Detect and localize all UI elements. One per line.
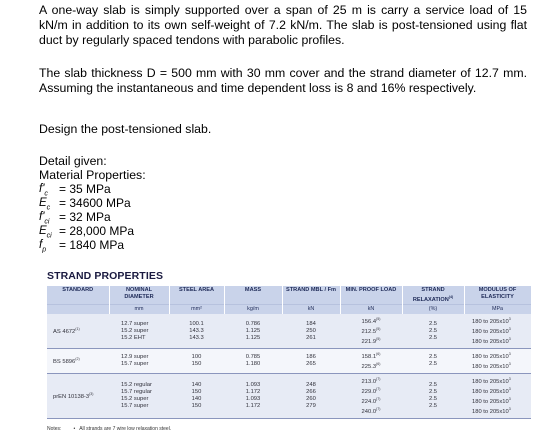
material-properties-heading: Material Properties: (39, 168, 146, 182)
mass-cell: 0.786 1.125 1.125 (224, 314, 282, 348)
unit-cell: MPa (464, 304, 531, 314)
table-units-row (47, 304, 531, 314)
unit-cell: (%) (402, 304, 464, 314)
prop-symbol: $f'_c$ (39, 183, 48, 198)
header-modulus: MODULUS OF ELASTICITY (464, 286, 531, 304)
modulus-cell: 180 to $205x10^3$ 180 to $205x10^3$ 180 to $205x10^3$ (464, 314, 531, 348)
standard-cell: AS 4672$^{(1)}$ (47, 314, 109, 348)
prop-value: = 35 MPa (59, 182, 111, 196)
header-steel-area: STEEL AREA (169, 286, 224, 304)
table-notes (47, 426, 171, 432)
table-row-pren10138 (47, 373, 531, 418)
diameter-cell: 12.9 super 15.7 super (109, 349, 169, 374)
header-strand-mbl: STRAND MBL / Fm (282, 286, 340, 304)
prop-value: = 1840 MPa (59, 238, 125, 252)
unit-cell: kN (282, 304, 340, 314)
header-standard: STANDARD (47, 286, 109, 304)
prop-value: = 32 MPa (59, 210, 111, 224)
prop-symbol: $f'_{ci}$ (39, 211, 50, 226)
header-mass: MASS (224, 286, 282, 304)
header-strand-relaxation: STRAND RELAXATION$^{(4)}$ (402, 286, 464, 304)
unit-cell: kg/m (224, 304, 282, 314)
relaxation-cell: 2.5 2.5 2.5 2.5 (402, 373, 464, 418)
mbl-cell: 248 266 260 279 (282, 373, 340, 418)
table-header-row (47, 286, 531, 304)
table-row-bs5896 (47, 349, 531, 374)
prop-symbol: $f_p$ (39, 239, 47, 254)
area-cell: 140 150 140 150 (169, 373, 224, 418)
problem-paragraph-1: A one-way slab is simply supported over a span of 25 m is carry a service load of 15 kN/m in addition to its own self-weight of 7.2 kN/m. The slab is post-tensioned using flat duct by regularly spaced tendons with parabolic profiles. (39, 3, 527, 47)
mbl-cell: 184 250 261 (282, 314, 340, 348)
unit-cell: kN (340, 304, 402, 314)
diameter-cell: 12.7 super 15.2 super 15.2 EHT (109, 314, 169, 348)
detail-given-heading: Detail given: (39, 154, 107, 168)
unit-cell: mm (109, 304, 169, 314)
header-min-proof-load: MIN. PROOF LOAD (340, 286, 402, 304)
prop-value: = 34600 MPa (59, 196, 131, 210)
proof-load-cell: 213.0$^{(7)}$ 229.0$^{(7)}$ 224.0$^{(7)}$ 240.0$^{(7)}$ (340, 373, 402, 418)
notes-text: All strands are 7 wire low relaxation steel. (79, 426, 172, 432)
proof-load-cell: 158.1$^{(6)}$ 225.3$^{(6)}$ (340, 349, 402, 374)
standard-cell: BS 5896$^{(2)}$ (47, 349, 109, 374)
header-nominal-diameter: NOMINAL DIAMETER (109, 286, 169, 304)
relaxation-cell: 2.5 2.5 (402, 349, 464, 374)
bullet-icon: • (73, 426, 76, 432)
prop-symbol: $E_{ci}$ (39, 225, 52, 240)
strand-properties-title: STRAND PROPERTIES (47, 270, 164, 282)
mass-cell: 0.785 1.180 (224, 349, 282, 374)
notes-label: Notes: (47, 426, 62, 432)
modulus-cell: 180 to $205x10^3$ 180 to $205x10^3$ 180 to $205x10^3$ 180 to $205x10^3$ (464, 373, 531, 418)
problem-paragraph-3: Design the post-tensioned slab. (39, 122, 212, 136)
table-row-as4672 (47, 314, 531, 348)
standard-cell: prEN 10138-3$^{(3)}$ (47, 373, 109, 418)
diameter-cell: 15.2 regular 15.7 regular 15.2 super 15.7 super (109, 373, 169, 418)
modulus-cell: 180 to $205x10^3$ 180 to $205x10^3$ (464, 349, 531, 374)
mass-cell: 1.093 1.172 1.093 1.172 (224, 373, 282, 418)
prop-value: = 28,000 MPa (59, 224, 135, 238)
unit-cell (47, 304, 109, 314)
strand-properties-table (47, 286, 532, 419)
unit-cell: mm² (169, 304, 224, 314)
area-cell: 100 150 (169, 349, 224, 374)
area-cell: 100.1 143.3 143.3 (169, 314, 224, 348)
prop-symbol: $E_c$ (39, 197, 51, 212)
mbl-cell: 186 265 (282, 349, 340, 374)
problem-paragraph-2: The slab thickness D = 500 mm with 30 mm cover and the strand diameter of 12.7 mm. Assuming the instantaneous and time dependent loss is 8 and 16% respectively. (39, 66, 527, 95)
relaxation-cell: 2.5 2.5 2.5 (402, 314, 464, 348)
proof-load-cell: 156.4$^{(5)}$ 212.5$^{(5)}$ 221.9$^{(5)}$ (340, 314, 402, 348)
